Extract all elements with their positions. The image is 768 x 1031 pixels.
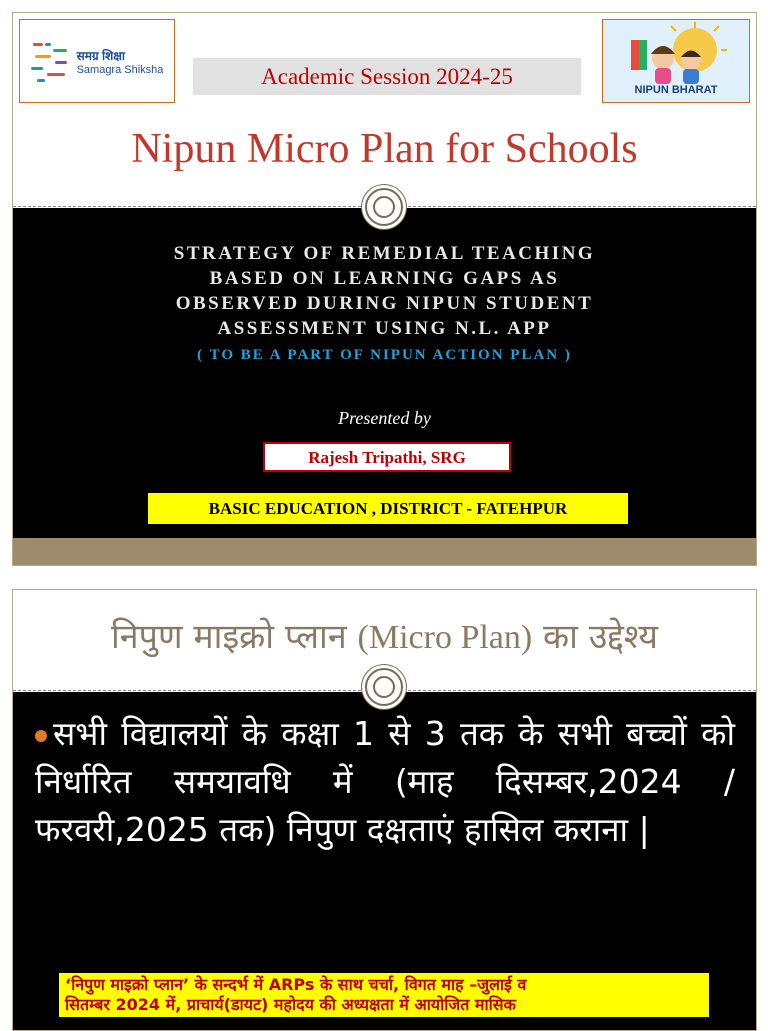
slide-2 <box>12 589 757 1031</box>
objective-bullet <box>35 710 735 854</box>
presented-by-label: Presented by <box>338 408 431 428</box>
strategy-line: STRATEGY OF REMEDIAL TEACHING <box>173 243 596 264</box>
slide-1 <box>12 12 757 566</box>
academic-session-label: Academic Session 2024-25 <box>193 58 581 95</box>
note-line: सितम्बर 2024 में, प्राचार्य(डायट) महोदय की अध्यक्षता में आयोजित मासिक <box>65 995 516 1014</box>
nipun-bharat-label: NIPUN BHARAT <box>634 84 718 96</box>
slide-2-title <box>13 612 756 658</box>
strategy-line: ASSESSMENT USING N.L. APP <box>217 318 552 339</box>
note-line: ‘निपुण माइक्रो प्लान’ के सन्दर्भ में ARPs के साथ चर्चा, विगत माह –जुलाई व <box>65 975 527 994</box>
title-hindi-suffix: का उद्देश्य <box>532 617 659 657</box>
nipun-bharat-logo <box>602 19 750 103</box>
district-banner: BASIC EDUCATION , DISTRICT - FATEHPUR <box>148 493 628 524</box>
logo-english-text: Samagra Shiksha <box>76 63 164 76</box>
samagra-shiksha-wordmark <box>77 47 164 76</box>
title-english-mid: (Micro Plan) <box>357 619 533 656</box>
bullet-dot-icon <box>35 730 47 742</box>
action-plan-subtitle: ( TO BE A PART OF NIPUN ACTION PLAN ) <box>197 347 572 363</box>
slide-1-footer-band <box>13 538 756 565</box>
logo-hindi-text: समग्र शिक्षा <box>76 48 125 63</box>
strategy-line: BASED ON LEARNING GAPS AS <box>209 268 560 289</box>
strategy-line: OBSERVED DURING NIPUN STUDENT <box>175 293 594 314</box>
samagra-shiksha-logo <box>19 19 175 103</box>
slide-1-title: Nipun Micro Plan for Schools <box>131 126 638 172</box>
objective-text: सभी विद्यालयों के कक्षा 1 से 3 तक के सभी बच्चों को निर्धारित समयावधि में (माह दिसम्बर,2024 /फरवरी,2025 तक) निपुण दक्षताएं हासिल कराना | <box>35 714 735 849</box>
samagra-shiksha-mark-icon <box>31 39 71 83</box>
title-hindi-prefix: निपुण माइक्रो प्लान <box>110 617 358 657</box>
strategy-heading <box>73 241 696 341</box>
slide-2-ring-icon <box>365 668 403 706</box>
presenter-name-box: Rajesh Tripathi, SRG <box>263 442 511 472</box>
discussion-note <box>59 973 709 1017</box>
slide-1-ring-icon <box>365 188 403 226</box>
